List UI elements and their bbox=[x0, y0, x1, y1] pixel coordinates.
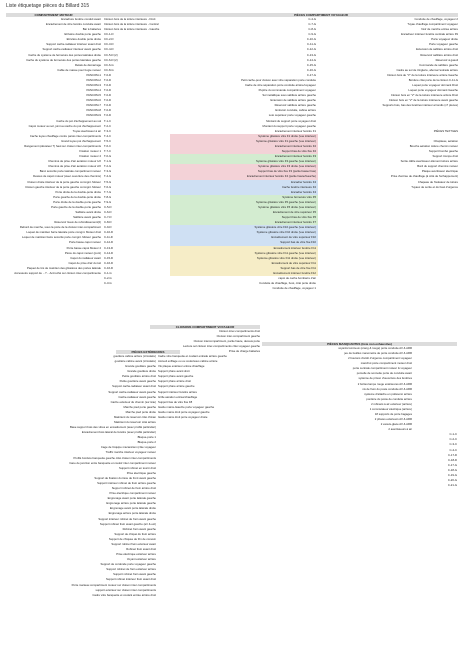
voyageur-extra-cell: Bord du support cheminé moteur bbox=[417, 164, 458, 169]
moteur-piece-cell: Dessus de capot moteur (avec ouverture des chemins) bbox=[33, 174, 101, 179]
manquante-piece-cell: 2 boutons d'arrêt d'urgence compartiment voyageur bbox=[348, 356, 412, 361]
voyageur-code-cell: C-11-G bbox=[307, 42, 316, 47]
manquante-code-cell: C-3-C bbox=[449, 442, 457, 447]
exterieure-piece-cell: Engrenage avant porte latérale gauche bbox=[107, 496, 156, 501]
moteur-piece-cell: Loquet de maintien barre latérale porte comgnt. Moteur droit bbox=[26, 230, 101, 235]
voyageur-code-cell: Système glissière vitre F10 gauche (vue intérieur) bbox=[254, 225, 316, 230]
manquante-piece-cell: vis de frein du poste conduite AV & ARR bbox=[362, 386, 412, 391]
manquante-piece-cell: système de prison d'ouverture des fenêtres bbox=[358, 376, 412, 381]
moteur-piece-cell: Sablière avant droite bbox=[75, 209, 101, 214]
moteur-piece-cell: Tuyau avertisseur à air bbox=[72, 128, 101, 133]
manquante-piece-cell: 2 avertisseurs à air bbox=[388, 427, 412, 432]
voyageur-piece-cell: CC-6-G bbox=[104, 62, 114, 67]
exterieure-piece-cell: Prise électrique gauche bbox=[126, 470, 156, 475]
moteur-piece-cell: Paquet de tôs de maintien des glissières des portes latérale bbox=[26, 265, 101, 270]
moteur-piece-cell: PANCOM-2 bbox=[86, 77, 101, 82]
exterieure-piece-cell: support extérieur sur cloison inter compartiments bbox=[95, 587, 156, 592]
voyageur-code-cell: Encadrement intérieur fenêtre F1 bbox=[274, 128, 316, 133]
voyageur-extra-cell: Commande de sablière gauche bbox=[419, 62, 458, 67]
voyageur-code-cell: Support bas de vitre fixe F3 (partie basse/ bas) bbox=[257, 169, 316, 174]
exterieure-piece-cell: Support robinet frein avant gauche (arr & ext) bbox=[99, 521, 156, 526]
moteur-piece-cell: Capot moteur au sol, joint au cache du pot d'échappement bbox=[28, 123, 101, 128]
voyageur-code-cell: capot de cache bombarre d'air bbox=[278, 275, 316, 280]
voyageur-piece-cell: T-7-G bbox=[104, 189, 112, 194]
exterieure-piece-cell-2: Garde mains-Gauche porte voyageur gauche bbox=[158, 404, 215, 409]
voyageur-extra-cell: Tuyaux de sortie et du haut d'urgence bbox=[411, 184, 458, 189]
exterieure-piece-cell: Prise électrique extérieur arrière bbox=[116, 552, 156, 557]
cloisons-header: CLOISONS COMPARTIMENT VOYAGEUR bbox=[150, 325, 260, 329]
voyageur-extra-cell: Supports bois, bas des fenêtres intérieur arrondis (x7 pièces) bbox=[382, 103, 458, 108]
voyageur-piece-cell: T-0-D bbox=[104, 108, 111, 113]
voyageur-code-cell: C-14-G bbox=[306, 57, 316, 62]
voyageur-extra-cell: Support bombé gauche bbox=[428, 149, 458, 154]
moteur-piece-cell: Fixation moteur 1 bbox=[79, 149, 101, 154]
voyageur-code-cell: Système glissière vitre F11 gauche (vue intérieur) bbox=[254, 250, 316, 255]
voyageur-code-cell: Réservoir sablière arrière gauche bbox=[274, 103, 316, 108]
moteur-piece-cell: PANCOM-7 bbox=[86, 103, 101, 108]
manquante-code-cell: C-18-G bbox=[447, 467, 457, 472]
moteur-piece-cell: Relais de démarrage bbox=[75, 62, 101, 67]
manquante-code-cell: C-17-D bbox=[447, 452, 457, 457]
moteur-piece-cell: Support cache-radiateur intérieur avant gauche bbox=[42, 47, 101, 52]
voyageur-extra-cell: Cloison bois en "V" de la toiture intérieure arrière Droit bbox=[390, 93, 458, 98]
exterieure-piece-cell: Profilé bordure banquette gauche côté cloison inter-compartiments bbox=[73, 455, 156, 460]
exterieure-piece-cell: Support robinet frein avant gauche bbox=[113, 572, 156, 577]
moteur-piece-cell: Cheminé de prise d'air aération moteur 1/2 bbox=[48, 159, 101, 164]
voyageur-code-cell: Encadrer fenêtre F4 bbox=[291, 189, 316, 194]
manquante-code-cell: C-20-G bbox=[447, 478, 457, 483]
exterieures-header: PIÈCES EXTÉRIEURES bbox=[116, 350, 180, 354]
voyageur-extra-cell: Cloison bois de "V" de la toiture intérieure arrière Gauche bbox=[386, 72, 458, 77]
voyageur-extra-cell: Extension de sablière arrière droit bbox=[416, 47, 458, 52]
voyageur-code-cell: Encadrement intérieur fenêtre F7 bbox=[274, 220, 316, 225]
manquante-code-cell: C-4-C bbox=[449, 447, 457, 452]
voyageur-code-cell: C-4-G bbox=[308, 17, 316, 21]
exterieure-piece-cell-2: Support phare arrière droit bbox=[158, 379, 191, 384]
exterieure-piece-cell-2: Garde mains droit porte voyageur droite bbox=[158, 414, 208, 419]
voyageur-code-cell: C-8-G bbox=[308, 27, 316, 32]
voyageur-code-cell: Encadrement de vitre supérieur F5 bbox=[272, 209, 316, 214]
moteur-piece-cell: Pièce du capot moteur (pont) bbox=[64, 250, 101, 255]
moteur-piece-cell: Etrivière double porte droite bbox=[66, 37, 101, 42]
manquante-piece-cell: manchot porte compartiment moteur droit bbox=[360, 361, 412, 366]
voyageur-code-cell: Conduite de chauffage, boot, côté porte droite bbox=[259, 281, 316, 286]
voyageur-piece-cell: T-7-C bbox=[104, 149, 111, 154]
voyageur-extra-cell: Tuyau chauffage compartiment voyageur bbox=[407, 22, 458, 27]
voyageur-piece-cell: C-16-D bbox=[104, 265, 114, 270]
voyageur-extra-cell: Loquet porte voyageur dormant Gauche bbox=[408, 88, 458, 93]
manquante-piece-cell: pomelle de sonnette porte de conduite avant bbox=[356, 371, 412, 376]
cloison-cell: Cloison intercompartiment, partie haute, dessus porte bbox=[193, 339, 260, 344]
cloison-cell: Prise de charge batteries bbox=[228, 349, 260, 354]
moteur-piece-cell: Cable de masse pour bogie moteur bbox=[57, 67, 101, 72]
voyageur-piece-cell: T-5-C bbox=[104, 138, 111, 143]
exterieure-piece-cell: Support cache-radiateur avant droit bbox=[112, 384, 156, 389]
exterieure-piece-cell: Grande gouttière droite bbox=[127, 369, 156, 374]
moteur-piece-cell: Porte basse capot moteur bbox=[68, 240, 101, 245]
manquante-piece-cell: 2 phares extérieurs AV & ARR bbox=[374, 417, 412, 422]
manquante-piece-cell: système d'attache en polissonn arrière bbox=[364, 391, 412, 396]
manquante-piece-cell: 2 essuis-glace AV & ARR bbox=[380, 422, 412, 427]
voyageur-code-cell: Système glissière vitre F1 droite (vue intérieur) bbox=[258, 133, 316, 138]
voyageur-piece-cell: C-7-D bbox=[104, 215, 112, 220]
voyageur-piece-cell: T-5-G bbox=[104, 179, 112, 184]
voyageur-code-cell: Conduite de chauffage, voyageur 1 bbox=[272, 286, 316, 291]
voyageur-code-cell: Encadrement intérieur fenêtre F11 bbox=[273, 245, 316, 250]
moteur-piece-cell: Fixation moteur 2 bbox=[79, 154, 101, 159]
moteur-piece-cell: Accessoire support de ...?... Accroché sur cloison inter-compartimente bbox=[14, 270, 101, 275]
voyageur-piece-cell: T-2-G bbox=[104, 164, 112, 169]
manquante-piece-cell: porte centrale compartiment moteur & voyageur bbox=[352, 366, 412, 371]
exterieure-piece-cell: Engrenage arrière porte latérale droite bbox=[108, 511, 156, 516]
voyageur-code-cell: Support bas de vitre fixe F2 bbox=[281, 149, 316, 154]
voyageur-code-cell: Système glissière vitre F3 droite (vue intérieur) bbox=[258, 164, 316, 169]
voyageur-code-cell: Système glissière vitre F5 gauche (vue intérieur) bbox=[255, 199, 316, 204]
voyageur-extra-cell: Cloison bois en "V" de la toiture intérieure avant gauche bbox=[388, 98, 458, 103]
voyageur-piece-cell: CC-3-D bbox=[104, 42, 114, 47]
voyageur-piece-cell: CC-8-G bbox=[104, 67, 114, 72]
voyageur-code-cell: Montant du support porte voyageur droit bbox=[266, 118, 316, 123]
exterieure-piece-cell: Traffic marche intérieur voyageur moteur bbox=[105, 450, 156, 455]
voyageur-piece-cell: T-8-G bbox=[104, 194, 112, 199]
exterieure-piece-cell-2: Vis plaque extérieur entrée chauffage bbox=[158, 364, 205, 369]
moteur-piece-cell: Bar à batteries bbox=[82, 27, 101, 32]
exterieure-piece-cell-2: Accueil enfilage ou ou coulé/sous cabine arrière bbox=[158, 359, 218, 364]
moteur-piece-cell: PANCOM-6 bbox=[86, 98, 101, 103]
voyageur-extra-cell: Bordure côté porte de la cloison C-11-G bbox=[408, 77, 458, 82]
voyageur-code-cell: Système glissière vitre F3 gauche (vue intérieur) bbox=[255, 159, 316, 164]
moteur-piece-cell: Grand tuyau pot d'échappement bbox=[61, 138, 101, 143]
manquantes-table bbox=[262, 342, 457, 488]
moteur-piece-cell: Cache tuyau chauffage contre parois inter-compartiments bbox=[29, 133, 101, 138]
voyageur-piece-cell: T-6-G bbox=[104, 184, 112, 189]
voyageur-code-cell: Encadrement intérieur fenêtre F3 bbox=[274, 154, 316, 159]
exterieure-piece-cell: gouttière cabine arrière (circulaire) bbox=[113, 354, 156, 358]
voyageur-extra-cell: Porte voyageur gauche bbox=[429, 42, 458, 47]
exterieure-piece-cell: Support robinet en tourni droit bbox=[118, 465, 156, 470]
voyageur-piece-cell: CC-6-D (2) bbox=[104, 57, 118, 62]
voyageur-piece-cell: T-0-D bbox=[104, 77, 111, 82]
exterieure-piece-cell: Bloque-porte 1 bbox=[137, 435, 156, 440]
exterieure-piece-cell: Engrenage avant porte latérale droite bbox=[109, 506, 156, 511]
exterieure-piece-cell: Support de cordonde porte voyageur gauche bbox=[100, 562, 156, 567]
voyageur-piece-cell: C-11-D bbox=[104, 235, 113, 240]
moteur-piece-cell: Cache du système de fermeture des portes latérales gauche bbox=[26, 57, 101, 62]
voyageur-code-cell: Cache fenêtre intérieure F4 bbox=[281, 184, 316, 189]
voyageur-code-cell: Montant du support porte voyageur gauche bbox=[262, 123, 316, 128]
exterieure-piece-cell: Porte marteau compartiment moteur sur cloison inter compartiments bbox=[71, 582, 156, 587]
exterieure-piece-cell-2: Cadre vitre banquette et coulant entrade arrière gauche bbox=[158, 354, 227, 358]
voyageur-piece-cell: T-9-G bbox=[104, 199, 112, 204]
moteur-piece-cell: PANCOM-4 bbox=[86, 88, 101, 93]
moteur-piece-cell: Cache du système de fermeture des portes latérales droite bbox=[28, 52, 101, 57]
moteur-piece-cell: Encadrure fenêtre conduit avant bbox=[61, 17, 101, 21]
voyageur-code-cell: C-7-G bbox=[308, 22, 316, 27]
voyageur-extra-cell: Chapeau de l'isolateur de toiture bbox=[417, 179, 458, 184]
moteur-piece-cell: Capot du radiateur avant bbox=[70, 255, 101, 260]
exterieure-piece-cell: Robinet frein avant gauche bbox=[122, 526, 156, 531]
exterieure-piece-cell: Grande gouttière gauche bbox=[125, 364, 156, 369]
voyageur-code-cell: Encadrement intérieur fenêtre F2 bbox=[274, 143, 316, 148]
voyageur-code-cell: Encadrement de vitre supérieur F11 bbox=[271, 260, 316, 265]
voyageur-piece-cell: C-8-D bbox=[104, 220, 112, 225]
voyageur-piece-cell: Cloison bois de la toiture intérieure - Gauche bbox=[104, 27, 160, 32]
moteur-piece-cell: Cheminé de prise d'air aération moteur 2/2 bbox=[48, 164, 101, 169]
moteur-piece-cell: PANCOM-3 bbox=[86, 83, 101, 88]
exterieure-piece-cell-2: Support intérieur fenêtre arrière bbox=[158, 389, 198, 394]
voyageur-piece-cell: C-9-D bbox=[104, 225, 112, 230]
exterieure-piece-cell: Support robinet frein extérieur avant bbox=[111, 541, 156, 546]
voyageur-piece-cell: C-6-D bbox=[104, 209, 112, 214]
manquante-piece-cell: 2 robinets à air extérieur (arrière) bbox=[371, 401, 412, 406]
exterieure-piece-cell: Support intérieur robinet de frein avant gauche bbox=[98, 516, 156, 521]
voyageur-code-cell: Pupitre du commande compartiment voyageur bbox=[258, 88, 316, 93]
voyageur-extra-cell: Loquet porte voyageur dormant Droit bbox=[412, 83, 458, 88]
voyageur-piece-cell: C-13-D bbox=[104, 245, 114, 250]
voyageur-code-cell: Système glissière vitre F10 droite (vue intérieur) bbox=[256, 230, 316, 235]
manquante-code-cell: C-17-G bbox=[447, 462, 457, 467]
exterieure-piece-cell: Robinet frein avant droit bbox=[126, 546, 156, 551]
voyageur-code-cell: Encadrement intérieur fenêtre F12 bbox=[273, 270, 316, 275]
exterieure-piece-cell: Base support bois des vitres en encadrement (avec profilé particulier) bbox=[70, 425, 156, 430]
voyageur-code-cell: C-12-G bbox=[306, 47, 316, 52]
manquante-code-cell: C-21-G bbox=[447, 483, 457, 488]
moteur-piece-cell: Porte droite de la double-porte droite bbox=[55, 189, 101, 194]
exterieure-piece-cell: Support de fixation du tissu de front avant gauche bbox=[94, 475, 156, 480]
voyageur-piece-cell: CC-2-D bbox=[104, 37, 114, 42]
voyageur-code-cell: Sol métallique sous sablière arrière gauche bbox=[262, 93, 316, 98]
voyageur-piece-cell: CC-5-D (2) bbox=[104, 52, 118, 57]
voyageur-code-cell: Encadrement de vitre supérieur F10 bbox=[271, 235, 316, 240]
compartiment-table bbox=[6, 13, 458, 291]
exterieure-piece-cell: Engrenage arrière porte latérale gauche bbox=[106, 501, 156, 506]
moteur-piece-cell: PANCOM-5 bbox=[86, 93, 101, 98]
moteur-piece-cell: Cache du pot d'échappement au sol bbox=[56, 118, 101, 123]
cloison-cell: Lecture sol cloison inter-compartiments côté voyageur gauche bbox=[183, 344, 260, 349]
voyageur-code-cell: Loto supérieur porte voyageur gauche bbox=[268, 113, 316, 118]
manquante-code-cell: C-1-C bbox=[449, 432, 457, 437]
voyageur-extra-cell: Chapiteau, aération bbox=[433, 138, 458, 143]
voyageur-piece-cell: T-1-G bbox=[104, 159, 112, 164]
manquantes-rows bbox=[262, 346, 457, 488]
exterieure-piece-cell-2: Garde mains droit porte voyageur gauche bbox=[158, 409, 210, 414]
exterieure-piece-cell: Itane de jonction entre banquette et couloir inter compartiment moteur bbox=[69, 460, 156, 465]
compartiment-moteur-header: COMPARTIMENT MOTEUR bbox=[34, 13, 73, 17]
voyageur-piece-cell: T-0-D bbox=[104, 98, 111, 103]
voyageur-extra-cell: Cadre au sol de tringlerie, aboma l'estrade arrière bbox=[396, 67, 458, 72]
exterieures-table bbox=[6, 350, 266, 598]
moteur-piece-cell: Porte droite de la double-porte gauche bbox=[53, 199, 101, 204]
exterieure-piece-cell: Maintient du réservoir côté arrière bbox=[114, 420, 156, 425]
exterieure-piece-cell: Petite gouttière avant gauche bbox=[119, 379, 156, 384]
moteur-piece-cell: Cloison gauche intérieur de la porte gauche comngnt. Moteur bbox=[25, 184, 101, 189]
manquante-piece-cell: 1 commutateur électrique (arrière) bbox=[369, 406, 412, 411]
moteur-piece-cell: Support cache-radiateur intérieur avant droit bbox=[46, 42, 101, 47]
voyageur-code-cell: Encadrement intérieur fenêtre F4 (partie haute/Gauche) bbox=[246, 174, 316, 179]
voyageur-piece-cell: C-1-G bbox=[104, 270, 112, 275]
exterieure-piece-cell: Cage de l'équipe mécanicien (côte voyageur bbox=[100, 445, 156, 450]
exterieure-piece-cell-2: Support phare arrière gauche bbox=[158, 384, 195, 389]
moteur-piece-cell: PANCOM-8 bbox=[86, 108, 101, 113]
table-row bbox=[6, 286, 458, 291]
moteur-piece-cell: Porte gauche de la double-porte gauche bbox=[51, 204, 101, 209]
voyageur-piece-cell: CC-1-D bbox=[104, 32, 114, 37]
voyageur-extra-cell: Support trompe droit bbox=[432, 154, 458, 159]
moteur-piece-cell: Encadrement de vitre fenêtre conduite avant bbox=[45, 22, 101, 27]
moteur-piece-cell: PANCOM-1 bbox=[86, 72, 101, 77]
voyageur-piece-cell: C-3-G bbox=[104, 281, 112, 286]
manquante-piece-cell: pontière du poste de conduite arrière bbox=[366, 396, 412, 401]
voyageur-code-cell: Extension de sablière arrière gauche bbox=[270, 98, 316, 103]
exterieure-piece-cell: Support robinet de frein extérieur arrière bbox=[106, 567, 156, 572]
manquante-piece-cell: jeu de feuilles manomètre de porte conduite AV & ARR bbox=[344, 351, 412, 356]
table-row bbox=[262, 483, 457, 488]
cloison-cell: Cloison inter-compartiment gauche bbox=[216, 334, 260, 339]
voyageur-piece-cell: T-3-G bbox=[104, 169, 112, 174]
voyageur-piece-cell: T-0-D bbox=[104, 88, 111, 93]
voyageur-code-cell: Système fermeture vitre F5 bbox=[282, 194, 316, 199]
voyageur-piece-cell: T-6-C bbox=[104, 143, 111, 148]
moteur-piece-cell: Rangement (élévateur ?) haut sur cloison inter-compartiments bbox=[24, 143, 101, 148]
voyageur-code-cell: C-13-G bbox=[306, 52, 316, 57]
moteur-piece-cell: PANCOM-9 bbox=[86, 113, 101, 118]
exterieure-piece-cell: Voyant extérieur arrière bbox=[126, 557, 156, 562]
moteur-piece-cell: Porte gauche de la double-porte droite bbox=[53, 194, 101, 199]
manquante-piece-cell: 2 boîtes lampe rouge extérieures AV & ARR bbox=[357, 381, 412, 386]
voyageur-piece-cell: C-2-G bbox=[104, 275, 112, 280]
manquante-code-cell: C-2-C bbox=[449, 437, 457, 442]
exterieure-piece-cell-2: Support phare avant droit bbox=[158, 369, 190, 374]
voyageur-piece-cell: T-4-C bbox=[104, 133, 111, 138]
voyageur-code-cell: C-16-G bbox=[306, 67, 316, 72]
voyageur-piece-cell: T-0-D bbox=[104, 83, 111, 88]
voyageur-piece-cell: T-4-G bbox=[104, 174, 112, 179]
voyageur-extra-cell: Bouche aération toiture chemin moteur bbox=[409, 143, 458, 148]
exterieure-piece-cell: Petite gouttière arrière droit bbox=[122, 374, 156, 379]
voyageur-extra-cell: Prise d'entrée de chauffage (à côté de l'échappement) bbox=[390, 174, 458, 179]
voyageur-piece-cell: C-10-D bbox=[104, 230, 114, 235]
voyageur-piece-cell: C-16-D bbox=[104, 260, 114, 265]
voyageur-piece-cell: Cloison bois de la toiture intérieure - Central bbox=[104, 22, 159, 27]
exterieure-piece-cell: Support intérieur robinet de frein arrière gauche bbox=[97, 480, 156, 485]
manquantes-header: PIÈCES MANQUANTES (liste non exhaustive) bbox=[262, 342, 457, 346]
moteur-piece-cell: Porte basse capot Moteur 2 bbox=[66, 245, 101, 250]
voyageur-piece-cell: T-2-C bbox=[104, 123, 111, 128]
voyageur-piece-cell: C-12-D bbox=[104, 240, 114, 245]
voyageur-extra-cell: Plaque avertisseur électrique bbox=[421, 169, 458, 174]
moteur-piece-cell: Capot de prise d'air du toit bbox=[68, 260, 101, 265]
voyageur-extra-cell: Conduite de chauffage, voyageur 2 bbox=[414, 17, 458, 21]
exterieure-piece-cell: Marche pied porte gauche bbox=[123, 404, 156, 409]
moteur-piece-cell: Sablière avant gauche bbox=[73, 215, 101, 220]
voyageur-piece-cell: C-14-D bbox=[104, 250, 114, 255]
voyageur-piece-cell: T-0-D bbox=[104, 72, 111, 77]
exterieures-rows bbox=[6, 354, 266, 598]
voyageur-extra-cell: Sortie câble avertisseur élément toiture arrière bbox=[400, 159, 458, 164]
voyageur-extra-cell: Noir de marche entrée arrière bbox=[421, 27, 458, 32]
voyageur-code-cell: Encadrer fenêtre F4 bbox=[291, 179, 316, 184]
exterieure-piece-cell: Support de chiqué du frein arrière bbox=[114, 531, 156, 536]
voyageur-code-cell: Système glissière vitre F5 droite (vue intérieur) bbox=[258, 204, 316, 209]
compartiment-voyageur-header: PIÈCES COMPARTIMENT VOYAGEUR bbox=[294, 13, 348, 17]
moteur-piece-cell: Réservoir Gaux de refroidissement(2) bbox=[54, 220, 101, 225]
voyageur-piece-cell: C-15-D bbox=[104, 255, 114, 260]
moteur-piece-cell: Banc sécurité porte latérale compartiment moteur bbox=[39, 169, 101, 174]
voyageur-code-cell: Petit cache-pour cloison avec vitre séparation porte conduite bbox=[241, 77, 316, 82]
moteur-piece-cell: Cloison droite intérieur de la porte gauche comngnt. Moteur bbox=[27, 179, 101, 184]
voyageur-code-cell: C-9-G bbox=[308, 32, 316, 37]
voyageur-code-cell: C-17-G bbox=[306, 72, 316, 77]
voyageur-piece-cell: T-3-C bbox=[104, 128, 111, 133]
exterieure-piece-cell-2: Support bas de vitre fixe F8 bbox=[158, 399, 193, 404]
exterieure-piece-cell: Support de chiquée de frin de convein bbox=[108, 536, 156, 541]
exterieure-piece-cell: Cadre vitre banquette et coulant entrée arrière droit bbox=[92, 592, 156, 597]
voyageur-code-cell: Entretoir conduite, cabine arrière bbox=[275, 108, 316, 113]
voyageur-code-cell: Support bas de vitre fixe F10 bbox=[280, 240, 316, 245]
table-row bbox=[6, 593, 266, 598]
moteur-piece-cell: Etrivière double porte gauche bbox=[64, 32, 101, 37]
voyageur-extra-cell: PIÈCES TEXTILES bbox=[433, 128, 458, 133]
voyageur-piece-cell: T-1-C bbox=[104, 118, 111, 123]
voyageur-piece-cell: T-0-G bbox=[104, 154, 112, 159]
exterieure-piece-cell: Marche pied porte droite bbox=[125, 409, 156, 414]
exterieure-piece-cell: Encadrement bois latéral de fenêtre (avec profilé particulier) bbox=[81, 430, 156, 435]
voyageur-code-cell: Système glissière vitre F1 gauche (vue intérieur) bbox=[255, 138, 316, 143]
exterieure-piece-cell: Prise électrique compartiment moteur bbox=[109, 491, 156, 496]
voyageur-code-cell: Cadre de vitre séparation porte conduite arrière/voyageur bbox=[244, 83, 316, 88]
exterieure-piece-cell: Bloque-porte 2 bbox=[137, 440, 156, 445]
exterieure-piece-cell: Cache extérieur du chemin (sur tête) bbox=[110, 399, 156, 404]
voyageur-extra-cell: Porte voyageur droite bbox=[431, 37, 458, 42]
voyageur-piece-cell: Cloison bois de la toiture intérieure - Droit bbox=[104, 17, 156, 21]
voyageur-piece-cell: CC-4-D bbox=[104, 47, 114, 52]
document-title: Liste étiquetage pièces du Billard 315 bbox=[6, 3, 90, 9]
voyageur-extra-cell: Encadreur intérieur fenêtre centrale arrière F9 bbox=[401, 32, 458, 37]
voyageur-code-cell: C-10-G bbox=[306, 37, 316, 42]
manquante-piece-cell: voyants lumineux (orang & rouge) porte conduite AV & ARR bbox=[338, 346, 412, 350]
voyageur-code-cell: Système glissière vitre F11 droite (vue intérieur) bbox=[256, 255, 316, 260]
voyageur-piece-cell: C-5-D bbox=[104, 204, 112, 209]
manquante-piece-cell: 18 supports de porte bagages bbox=[374, 412, 412, 417]
voyageur-code-cell: Support bas de vitre fixe F11 bbox=[280, 265, 316, 270]
exterieure-piece-cell: Cache-radiateur avant gauche bbox=[118, 394, 156, 399]
exterieure-piece-cell: gouttière cabine avant (circulaire) bbox=[114, 359, 156, 364]
cloison-cell: Cloison inter-compartiments droit bbox=[218, 329, 260, 333]
exterieure-piece-cell: Support robinet de frein arrière droit bbox=[111, 486, 156, 491]
exterieure-piece-cell: Maintient du réservoir côté chinan bbox=[114, 414, 156, 419]
moteur-piece-cell: Rebord de marche, sous la porte de la cloison inter-compartiment bbox=[19, 225, 101, 230]
exterieure-piece-cell: Support robinet intérieur frein avant droit bbox=[105, 577, 156, 582]
manquante-code-cell: C-18-D bbox=[447, 457, 457, 462]
exterieure-piece-cell-2: Grille aération entrée/chauffage bbox=[158, 394, 198, 399]
exterieure-piece-cell-2: Support phare avant gauche bbox=[158, 374, 194, 379]
voyageur-code-cell: C-15-G bbox=[306, 62, 316, 67]
exterieure-piece-cell: Support cache-radiateur avant gauche bbox=[108, 389, 156, 394]
manquante-code-cell: C-19-G bbox=[447, 472, 457, 477]
voyageur-extra-cell: Réservoir à gasoil bbox=[435, 57, 458, 62]
voyageur-extra-cell: Réservoir sablière arrière droit bbox=[420, 52, 458, 57]
voyageur-piece-cell: T-0-D bbox=[104, 103, 111, 108]
voyageur-code-cell: Support bas de vitre fixe F5 bbox=[281, 215, 316, 220]
voyageur-piece-cell: T-0-D bbox=[104, 113, 111, 118]
compartiment-rows bbox=[6, 17, 458, 291]
voyageur-piece-cell: T-0-D bbox=[104, 93, 111, 98]
moteur-piece-cell: Loquet de maintien barre sécurité porte comgnt. Moteur gauche bbox=[22, 235, 101, 240]
